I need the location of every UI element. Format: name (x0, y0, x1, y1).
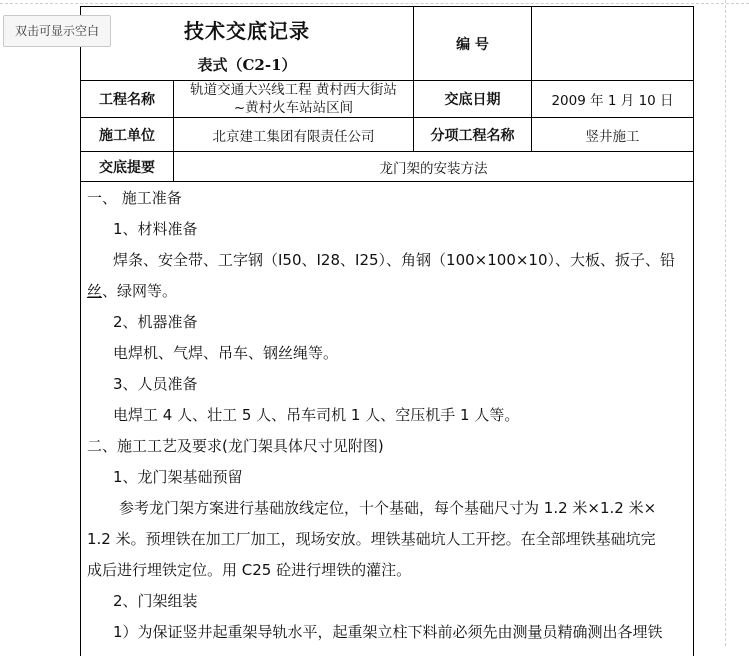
subsection-heading: 1、龙门架基础预留 (113, 468, 243, 486)
date-value: 2009 年 1 月 10 日 (551, 93, 674, 109)
section-heading: 一、 施工准备 (87, 189, 182, 207)
paragraph-line: 电焊机、气焊、吊车、钢丝绳等。 (113, 344, 339, 362)
subitem-label: 分项工程名称 (430, 127, 515, 144)
page-right-border (725, 0, 726, 646)
project-name-label: 工程名称 (99, 92, 155, 108)
paragraph-line: 焊条、安全带、工字钢（I50、I28、I25）、角钢（100×100×10）、大板、扳子、铅 (113, 251, 676, 269)
paragraph-line: 1.2 米。预埋铁在加工厂加工，现场安放。埋铁基础坑人工开挖。在全部埋铁基础坑完 (87, 530, 656, 548)
paragraph-line: 电焊工 4 人、壮工 5 人、吊车司机 1 人、空压机手 1 人等。 (113, 406, 520, 424)
subsection-heading: 2、机器准备 (113, 313, 198, 331)
subsection-heading: 3、人员准备 (113, 375, 198, 393)
project-name-value (174, 81, 413, 117)
show-whitespace-button[interactable]: 双击可显示空白 (3, 15, 111, 47)
page-top-border (0, 3, 749, 4)
subitem-value: 竖井施工 (585, 128, 640, 145)
number-label: 编 号 (456, 36, 489, 53)
underlined-text: 丝 (87, 282, 103, 300)
paragraph-line: 1）为保证竖井起重架导轨水平，起重架立柱下料前必须先由测量员精确测出各埋铁 (113, 623, 663, 641)
section-heading: 二、施工工艺及要求(龙门架具体尺寸见附图) (87, 437, 384, 455)
row-divider (81, 181, 693, 182)
subsection-heading: 1、材料准备 (113, 220, 198, 238)
form-code: 表式（C2-1） (197, 55, 297, 74)
form-title: 技术交底记录 (184, 18, 310, 43)
number-value (532, 7, 693, 80)
project-name-line1: 轨道交通大兴线工程 黄村西大街站 (190, 82, 397, 98)
project-name-line2: ~黄村火车站站区间 (233, 100, 354, 116)
construction-unit-label: 施工单位 (99, 127, 155, 144)
construction-unit-value: 北京建工集团有限责任公司 (212, 128, 375, 145)
tech-disclosure-form (80, 6, 694, 656)
paragraph-text: 、绿网等。 (102, 282, 178, 300)
paragraph-line: 参考龙门架方案进行基础放线定位，十个基础，每个基础尺寸为 1.2 米×1.2 米× (119, 499, 657, 517)
paragraph-line (87, 276, 687, 307)
date-label: 交底日期 (444, 92, 501, 108)
summary-value: 龙门架的安装方法 (379, 160, 488, 177)
paragraph-line: 成后进行埋铁定位。用 C25 砼进行埋铁的灌注。 (87, 561, 412, 579)
summary-label: 交底提要 (99, 159, 155, 176)
form-header (81, 7, 413, 80)
subsection-heading: 2、门架组装 (113, 592, 198, 610)
